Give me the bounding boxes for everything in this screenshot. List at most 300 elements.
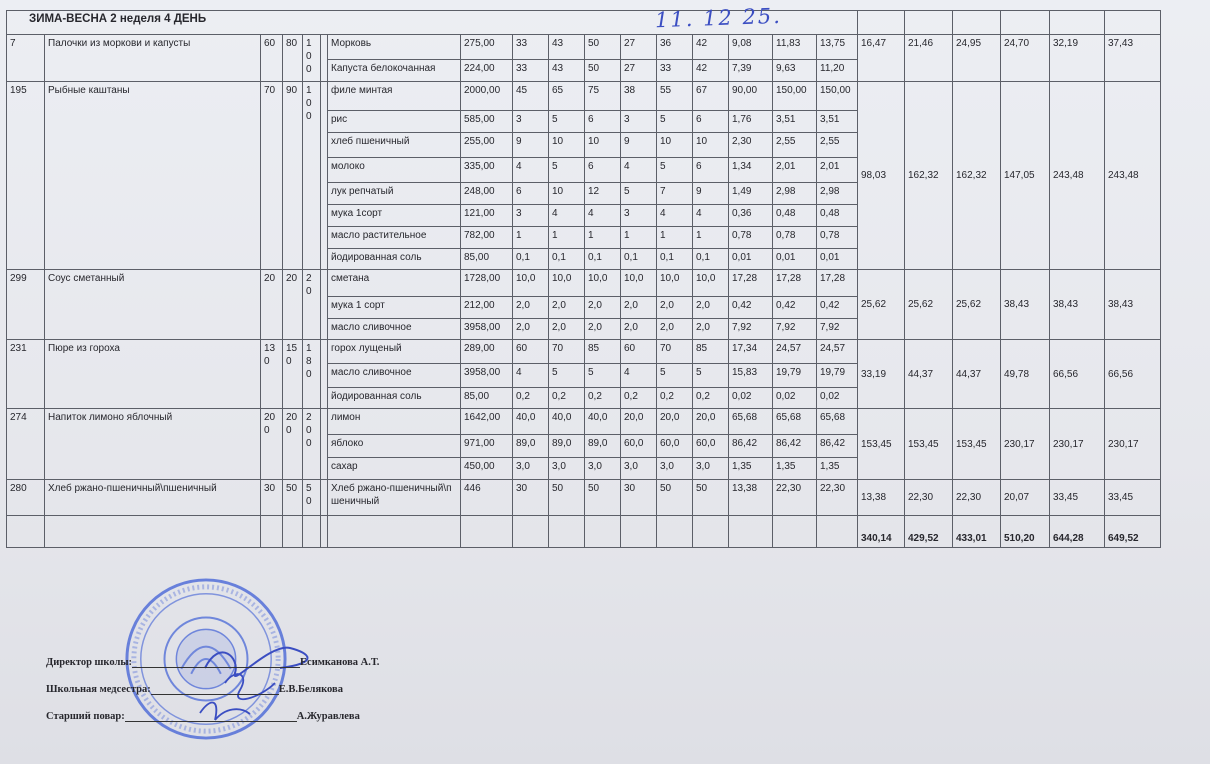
dish-total: 230,17 — [1001, 409, 1050, 480]
sum-cell: 3,51 — [773, 111, 817, 133]
gram-cell: 4 — [549, 205, 585, 227]
gram-cell: 0,2 — [513, 388, 549, 409]
gram-cell: 3 — [621, 111, 657, 133]
grand-total-cell: 510,20 — [1001, 516, 1050, 548]
ingredient-name: сметана — [328, 270, 461, 297]
grand-total-cell: 644,28 — [1050, 516, 1105, 548]
ingredient-price: 446 — [461, 480, 513, 516]
gram-cell: 50 — [585, 480, 621, 516]
handwritten-date: 11. 12 25. — [654, 3, 783, 33]
gram-cell: 27 — [621, 35, 657, 60]
sum-cell: 7,92 — [773, 319, 817, 340]
gram-cell: 6 — [693, 111, 729, 133]
gram-cell: 89,0 — [549, 435, 585, 458]
gram-cell: 5 — [657, 158, 693, 183]
gram-cell: 50 — [585, 35, 621, 60]
gram-cell: 0,1 — [693, 249, 729, 270]
gram-cell: 0,2 — [621, 388, 657, 409]
yield-3: 50 — [303, 480, 321, 516]
sum-cell: 0,78 — [729, 227, 773, 249]
dish-code: 195 — [7, 82, 45, 270]
ingredient-name: лук репчатый — [328, 183, 461, 205]
gram-cell: 1 — [513, 227, 549, 249]
yield-3: 180 — [303, 340, 321, 409]
sum-cell: 2,98 — [817, 183, 858, 205]
gram-cell: 1 — [549, 227, 585, 249]
gram-cell: 33 — [513, 35, 549, 60]
ingredient-price: 2000,00 — [461, 82, 513, 111]
gram-cell: 12 — [585, 183, 621, 205]
yield-2: 80 — [283, 35, 303, 82]
gram-cell: 65 — [549, 82, 585, 111]
gram-cell: 2,0 — [513, 297, 549, 319]
gram-cell: 6 — [513, 183, 549, 205]
dish-total: 32,19 — [1050, 35, 1105, 82]
ingredient-price: 85,00 — [461, 388, 513, 409]
ingredient-price: 971,00 — [461, 435, 513, 458]
sum-cell: 2,55 — [773, 133, 817, 158]
gram-cell: 3 — [621, 205, 657, 227]
gram-cell: 33 — [513, 60, 549, 82]
gram-cell: 2,0 — [693, 319, 729, 340]
sum-cell: 11,20 — [817, 60, 858, 82]
gram-cell: 89,0 — [513, 435, 549, 458]
dish-total: 24,70 — [1001, 35, 1050, 82]
dish-name: Пюре из гороха — [45, 340, 261, 409]
sum-cell: 24,57 — [817, 340, 858, 364]
gram-cell: 40,0 — [549, 409, 585, 435]
dish-total: 25,62 — [905, 270, 953, 340]
dish-total: 20,07 — [1001, 480, 1050, 516]
sum-cell: 7,92 — [729, 319, 773, 340]
ingredient-name: сахар — [328, 458, 461, 480]
gram-cell: 0,1 — [585, 249, 621, 270]
sum-cell: 0,01 — [817, 249, 858, 270]
ingredient-price: 248,00 — [461, 183, 513, 205]
gram-cell: 67 — [693, 82, 729, 111]
sum-cell: 7,39 — [729, 60, 773, 82]
sum-cell: 90,00 — [729, 82, 773, 111]
sum-cell: 3,51 — [817, 111, 858, 133]
dish-total: 13,38 — [858, 480, 905, 516]
dish-code: 231 — [7, 340, 45, 409]
gram-cell: 10,0 — [585, 270, 621, 297]
ingredient-name: хлеб пшеничный — [328, 133, 461, 158]
sum-cell: 1,35 — [817, 458, 858, 480]
gram-cell: 4 — [621, 364, 657, 388]
ingredient-name: йодированная соль — [328, 249, 461, 270]
sum-cell: 22,30 — [773, 480, 817, 516]
gram-cell: 4 — [585, 205, 621, 227]
gram-cell: 4 — [513, 158, 549, 183]
gram-cell: 2,0 — [621, 319, 657, 340]
gram-cell: 6 — [693, 158, 729, 183]
gram-cell: 10,0 — [621, 270, 657, 297]
gram-cell: 30 — [513, 480, 549, 516]
gram-cell: 2,0 — [513, 319, 549, 340]
gram-cell: 85 — [693, 340, 729, 364]
ingredient-price: 3958,00 — [461, 319, 513, 340]
gram-cell: 42 — [693, 35, 729, 60]
ingredient-price: 224,00 — [461, 60, 513, 82]
table-row — [7, 270, 1161, 297]
sum-cell: 17,34 — [729, 340, 773, 364]
sum-cell: 0,78 — [817, 227, 858, 249]
sum-cell: 65,68 — [729, 409, 773, 435]
gram-cell: 3 — [513, 111, 549, 133]
sum-cell: 24,57 — [773, 340, 817, 364]
gram-cell: 2,0 — [585, 319, 621, 340]
ingredient-name: йодированная соль — [328, 388, 461, 409]
dish-total: 66,56 — [1105, 340, 1161, 409]
dish-total: 153,45 — [905, 409, 953, 480]
gram-cell: 5 — [621, 183, 657, 205]
gram-cell: 2,0 — [585, 297, 621, 319]
ingredient-name: Морковь — [328, 35, 461, 60]
gram-cell: 27 — [621, 60, 657, 82]
gram-cell: 0,2 — [549, 388, 585, 409]
gram-cell: 2,0 — [549, 319, 585, 340]
sum-cell: 1,49 — [729, 183, 773, 205]
gram-cell: 4 — [621, 158, 657, 183]
gram-cell: 4 — [693, 205, 729, 227]
dish-code: 274 — [7, 409, 45, 480]
gram-cell: 2,0 — [693, 297, 729, 319]
ingredient-price: 450,00 — [461, 458, 513, 480]
sum-cell: 0,78 — [773, 227, 817, 249]
gram-cell: 5 — [549, 364, 585, 388]
sum-cell: 0,02 — [729, 388, 773, 409]
ingredient-price: 212,00 — [461, 297, 513, 319]
sum-cell: 65,68 — [817, 409, 858, 435]
gram-cell: 75 — [585, 82, 621, 111]
gram-cell: 1 — [657, 227, 693, 249]
sum-cell: 17,28 — [773, 270, 817, 297]
dish-total: 243,48 — [1105, 82, 1161, 270]
ingredient-name: яблоко — [328, 435, 461, 458]
gram-cell: 60,0 — [657, 435, 693, 458]
ingredient-price: 782,00 — [461, 227, 513, 249]
dish-total: 33,45 — [1050, 480, 1105, 516]
gram-cell: 89,0 — [585, 435, 621, 458]
dish-total: 162,32 — [905, 82, 953, 270]
ingredient-price: 289,00 — [461, 340, 513, 364]
gram-cell: 20,0 — [693, 409, 729, 435]
dish-name: Напиток лимоно яблочный — [45, 409, 261, 480]
gram-cell: 4 — [657, 205, 693, 227]
grand-total-cell: 649,52 — [1105, 516, 1161, 548]
ingredient-name: Хлеб ржано-пшеничный\пшеничный — [328, 480, 461, 516]
ingredient-name: рис — [328, 111, 461, 133]
dish-code: 7 — [7, 35, 45, 82]
sum-cell: 17,28 — [729, 270, 773, 297]
sum-cell: 1,34 — [729, 158, 773, 183]
dish-total: 37,43 — [1105, 35, 1161, 82]
gram-cell: 0,1 — [549, 249, 585, 270]
gram-cell: 10 — [693, 133, 729, 158]
dish-total: 153,45 — [953, 409, 1001, 480]
gram-cell: 3,0 — [657, 458, 693, 480]
dish-total: 22,30 — [905, 480, 953, 516]
gram-cell: 3,0 — [693, 458, 729, 480]
sum-cell: 1,35 — [773, 458, 817, 480]
gram-cell: 7 — [657, 183, 693, 205]
ingredient-name: масло растительное — [328, 227, 461, 249]
sum-cell: 13,75 — [817, 35, 858, 60]
ingredient-price: 3958,00 — [461, 364, 513, 388]
grand-total-cell: 340,14 — [858, 516, 905, 548]
ingredient-name: мука 1сорт — [328, 205, 461, 227]
table-row — [7, 480, 1161, 516]
gram-cell: 10 — [549, 183, 585, 205]
dish-total: 243,48 — [1050, 82, 1105, 270]
sum-cell: 86,42 — [773, 435, 817, 458]
dish-total: 22,30 — [953, 480, 1001, 516]
gram-cell: 5 — [585, 364, 621, 388]
gram-cell: 2,0 — [657, 297, 693, 319]
ingredient-price: 1642,00 — [461, 409, 513, 435]
gram-cell: 43 — [549, 60, 585, 82]
gram-cell: 0,1 — [513, 249, 549, 270]
header-row — [7, 11, 1161, 35]
yield-1: 30 — [261, 480, 283, 516]
ingredient-price: 255,00 — [461, 133, 513, 158]
yield-2: 20 — [283, 270, 303, 340]
sum-cell: 0,42 — [729, 297, 773, 319]
sum-cell: 0,48 — [817, 205, 858, 227]
gram-cell: 0,2 — [657, 388, 693, 409]
sum-cell: 0,02 — [773, 388, 817, 409]
sum-cell: 2,01 — [773, 158, 817, 183]
sum-cell: 150,00 — [817, 82, 858, 111]
dish-total: 33,45 — [1105, 480, 1161, 516]
dish-name: Рыбные каштаны — [45, 82, 261, 270]
gram-cell: 1 — [621, 227, 657, 249]
gram-cell: 85 — [585, 340, 621, 364]
gram-cell: 3,0 — [585, 458, 621, 480]
sum-cell: 0,36 — [729, 205, 773, 227]
gram-cell: 40,0 — [513, 409, 549, 435]
yield-1: 60 — [261, 35, 283, 82]
sum-cell: 0,42 — [817, 297, 858, 319]
dish-total: 230,17 — [1105, 409, 1161, 480]
ingredient-name: лимон — [328, 409, 461, 435]
gram-cell: 5 — [549, 111, 585, 133]
grand-total-cell: 433,01 — [953, 516, 1001, 548]
sum-cell: 0,48 — [773, 205, 817, 227]
gram-cell: 10 — [585, 133, 621, 158]
yield-1: 70 — [261, 82, 283, 270]
gram-cell: 2,0 — [549, 297, 585, 319]
gram-cell: 0,2 — [585, 388, 621, 409]
gram-cell: 6 — [585, 111, 621, 133]
yield-2: 150 — [283, 340, 303, 409]
gram-cell: 6 — [585, 158, 621, 183]
gram-cell: 3,0 — [549, 458, 585, 480]
sum-cell: 13,38 — [729, 480, 773, 516]
dish-code: 280 — [7, 480, 45, 516]
sum-cell: 9,08 — [729, 35, 773, 60]
ingredient-price: 585,00 — [461, 111, 513, 133]
dish-name: Хлеб ржано-пшеничный\пшеничный — [45, 480, 261, 516]
ingredient-price: 1728,00 — [461, 270, 513, 297]
table-row — [7, 35, 1161, 60]
gram-cell: 9 — [513, 133, 549, 158]
gram-cell: 10,0 — [657, 270, 693, 297]
table-row — [7, 82, 1161, 111]
sum-cell: 17,28 — [817, 270, 858, 297]
signature-nurse: Школьная медсестра: Е.В.Белякова — [46, 684, 343, 695]
gram-cell: 60,0 — [621, 435, 657, 458]
gram-cell: 5 — [657, 111, 693, 133]
sum-cell: 11,83 — [773, 35, 817, 60]
sum-cell: 1,76 — [729, 111, 773, 133]
signature-director: Директор школы: Есимканова А.Т. — [46, 657, 380, 668]
gram-cell: 43 — [549, 35, 585, 60]
yield-2: 50 — [283, 480, 303, 516]
dish-total: 24,95 — [953, 35, 1001, 82]
sum-cell: 19,79 — [817, 364, 858, 388]
gram-cell: 20,0 — [657, 409, 693, 435]
gram-cell: 20,0 — [621, 409, 657, 435]
sum-cell: 86,42 — [817, 435, 858, 458]
sum-cell: 0,42 — [773, 297, 817, 319]
grand-total-cell: 429,52 — [905, 516, 953, 548]
dish-total: 25,62 — [953, 270, 1001, 340]
sum-cell: 2,30 — [729, 133, 773, 158]
ingredient-price: 121,00 — [461, 205, 513, 227]
gram-cell: 0,2 — [693, 388, 729, 409]
dish-code: 299 — [7, 270, 45, 340]
ingredient-price: 85,00 — [461, 249, 513, 270]
dish-total: 49,78 — [1001, 340, 1050, 409]
gram-cell: 3,0 — [513, 458, 549, 480]
gram-cell: 1 — [585, 227, 621, 249]
ingredient-name: молоко — [328, 158, 461, 183]
gram-cell: 0,1 — [621, 249, 657, 270]
sum-cell: 0,01 — [729, 249, 773, 270]
gram-cell: 60 — [513, 340, 549, 364]
sum-cell: 7,92 — [817, 319, 858, 340]
gram-cell: 10 — [549, 133, 585, 158]
gram-cell: 55 — [657, 82, 693, 111]
yield-1: 130 — [261, 340, 283, 409]
gram-cell: 60 — [621, 340, 657, 364]
gram-cell: 70 — [657, 340, 693, 364]
sum-cell: 2,01 — [817, 158, 858, 183]
gram-cell: 70 — [549, 340, 585, 364]
gram-cell: 50 — [693, 480, 729, 516]
ingredient-name: масло сливочное — [328, 319, 461, 340]
yield-1: 200 — [261, 409, 283, 480]
yield-3: 100 — [303, 82, 321, 270]
yield-3: 100 — [303, 35, 321, 82]
gram-cell: 5 — [549, 158, 585, 183]
gram-cell: 4 — [513, 364, 549, 388]
dish-total: 38,43 — [1001, 270, 1050, 340]
gram-cell: 33 — [657, 60, 693, 82]
gram-cell: 2,0 — [657, 319, 693, 340]
sum-cell: 0,01 — [773, 249, 817, 270]
dish-total: 162,32 — [953, 82, 1001, 270]
sum-cell: 22,30 — [817, 480, 858, 516]
ingredient-price: 275,00 — [461, 35, 513, 60]
dish-total: 33,19 — [858, 340, 905, 409]
dish-total: 66,56 — [1050, 340, 1105, 409]
yield-3: 200 — [303, 409, 321, 480]
sum-cell: 2,98 — [773, 183, 817, 205]
gram-cell: 10,0 — [513, 270, 549, 297]
gram-cell: 30 — [621, 480, 657, 516]
gram-cell: 0,1 — [657, 249, 693, 270]
gram-cell: 42 — [693, 60, 729, 82]
dish-total: 44,37 — [905, 340, 953, 409]
sum-cell: 86,42 — [729, 435, 773, 458]
dish-total: 38,43 — [1105, 270, 1161, 340]
yield-1: 20 — [261, 270, 283, 340]
ingredient-name: Капуста белокочанная — [328, 60, 461, 82]
menu-table — [6, 10, 1161, 548]
dish-total: 230,17 — [1050, 409, 1105, 480]
gram-cell: 10,0 — [693, 270, 729, 297]
dish-total: 21,46 — [905, 35, 953, 82]
gram-cell: 40,0 — [585, 409, 621, 435]
ingredient-name: горох лущеный — [328, 340, 461, 364]
sum-cell: 2,55 — [817, 133, 858, 158]
dish-total: 147,05 — [1001, 82, 1050, 270]
ingredient-name: филе минтая — [328, 82, 461, 111]
gram-cell: 38 — [621, 82, 657, 111]
gram-cell: 36 — [657, 35, 693, 60]
dish-total: 98,03 — [858, 82, 905, 270]
sum-cell: 15,83 — [729, 364, 773, 388]
table-row — [7, 409, 1161, 435]
gram-cell: 2,0 — [621, 297, 657, 319]
dish-name: Соус сметанный — [45, 270, 261, 340]
sum-cell: 1,35 — [729, 458, 773, 480]
grand-total-row — [7, 516, 1161, 548]
yield-3: 20 — [303, 270, 321, 340]
gram-cell: 60,0 — [693, 435, 729, 458]
gram-cell: 1 — [693, 227, 729, 249]
ingredient-name: масло сливочное — [328, 364, 461, 388]
gram-cell: 50 — [657, 480, 693, 516]
gram-cell: 45 — [513, 82, 549, 111]
gram-cell: 50 — [585, 60, 621, 82]
gram-cell: 50 — [549, 480, 585, 516]
table-row — [7, 340, 1161, 364]
gram-cell: 5 — [657, 364, 693, 388]
dish-total: 38,43 — [1050, 270, 1105, 340]
gram-cell: 9 — [621, 133, 657, 158]
signature-cook: Старший повар: А.Журавлева — [46, 711, 360, 722]
gram-cell: 9 — [693, 183, 729, 205]
page-title: ЗИМА-ВЕСНА 2 неделя 4 ДЕНЬ — [7, 11, 858, 35]
dish-total: 44,37 — [953, 340, 1001, 409]
dish-total: 153,45 — [858, 409, 905, 480]
sum-cell: 0,02 — [817, 388, 858, 409]
yield-2: 200 — [283, 409, 303, 480]
ingredient-price: 335,00 — [461, 158, 513, 183]
gram-cell: 3,0 — [621, 458, 657, 480]
ingredient-name: мука 1 сорт — [328, 297, 461, 319]
dish-name: Палочки из моркови и капусты — [45, 35, 261, 82]
gram-cell: 5 — [693, 364, 729, 388]
gram-cell: 3 — [513, 205, 549, 227]
dish-total: 16,47 — [858, 35, 905, 82]
gram-cell: 10,0 — [549, 270, 585, 297]
sum-cell: 150,00 — [773, 82, 817, 111]
